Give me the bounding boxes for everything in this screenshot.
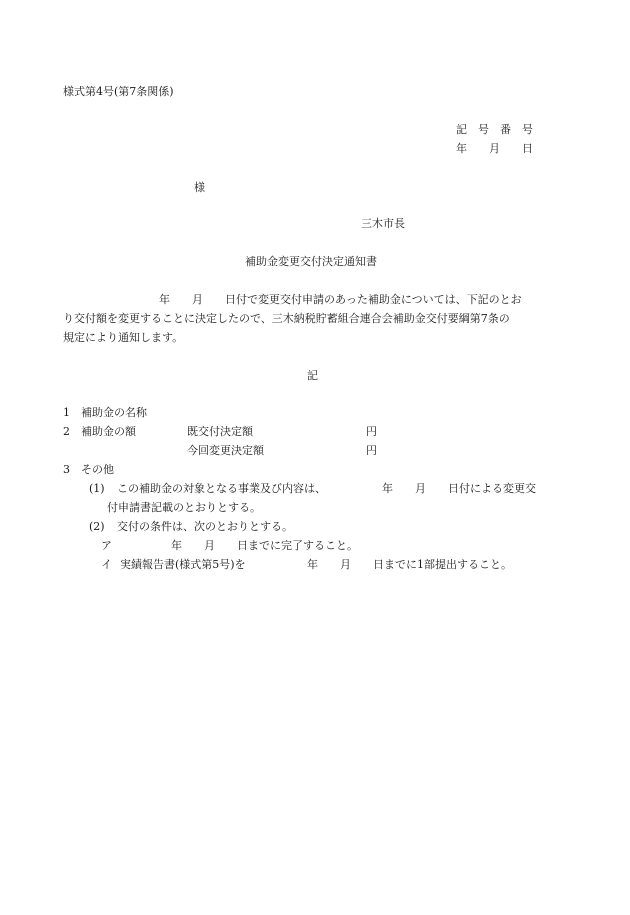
sub-a-label: ア xyxy=(101,539,112,552)
record-number-label: 記 号 番 号 xyxy=(456,123,533,136)
sub-i-text-a: 実績報告書(様式第5号)を xyxy=(120,558,246,571)
document-title: 補助金変更交付決定通知書 xyxy=(245,255,377,268)
ki-heading: 記 xyxy=(307,369,318,382)
item-2-label: 2 補助金の額 xyxy=(63,425,136,438)
body-line-3: 規定により通知します。 xyxy=(63,331,184,344)
item-2-existing-label: 既交付決定額 xyxy=(187,425,253,438)
sub-2-number: (2) xyxy=(89,520,105,533)
sub-1-continuation: 付申請書記載のとおりとする。 xyxy=(107,501,261,514)
sub-a-text: 年 月 日までに完了すること。 xyxy=(171,539,358,552)
form-label: 様式第4号(第7条関係) xyxy=(63,85,174,98)
body-line-1: 年 月 日付で変更交付申請のあった補助金については、下記のとお xyxy=(159,293,522,306)
sub-1-text-a: この補助金の対象となる事業及び内容は、 xyxy=(117,482,326,495)
sub-1-number: (1) xyxy=(89,482,105,495)
item-2-existing-unit: 円 xyxy=(366,425,377,438)
sub-1-text-b: 年 月 日付による変更交 xyxy=(382,482,536,495)
item-1: 1 補助金の名称 xyxy=(63,406,147,419)
sub-2-text: 交付の条件は、次のとおりとする。 xyxy=(117,520,293,533)
item-3: 3 その他 xyxy=(63,463,114,476)
body-line-2: り交付額を変更することに決定したので、三木納税貯蓄組合連合会補助金交付要綱第7条の xyxy=(63,312,510,325)
sub-i-text-b: 年 月 日までに1部提出すること。 xyxy=(307,558,512,571)
addressee-sama: 様 xyxy=(194,181,205,194)
date-line-header: 年 月 日 xyxy=(456,142,533,155)
sub-i-label: イ xyxy=(101,558,112,571)
item-2-changed-unit: 円 xyxy=(366,444,377,457)
issuer-name: 三木市長 xyxy=(361,217,405,230)
item-2-changed-label: 今回変更決定額 xyxy=(187,444,264,457)
